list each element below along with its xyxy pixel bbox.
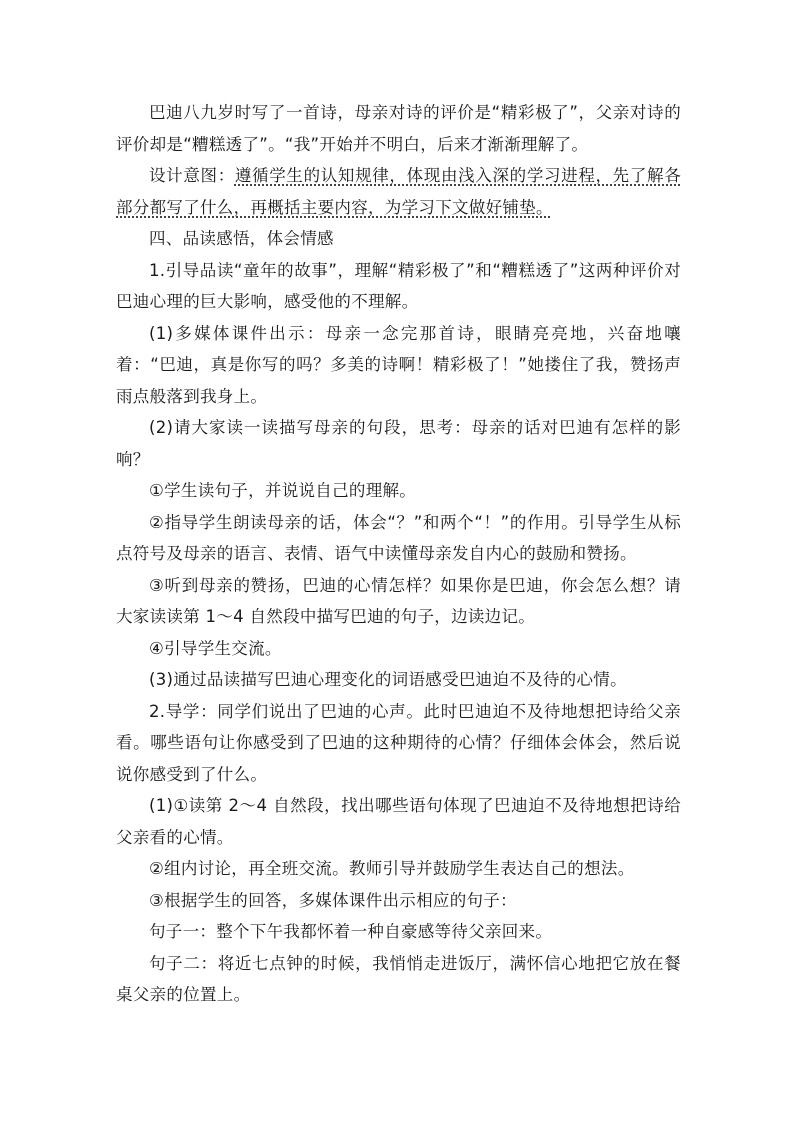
paragraph-step-2-b [116, 853, 681, 885]
paragraph-step-1-3 [116, 664, 681, 696]
paragraph-substep-b [116, 507, 681, 570]
paragraph-step-2 [116, 696, 681, 791]
paragraph-text: ③根据学生的回答，多媒体课件出示相应的句子： [149, 890, 517, 910]
paragraph-step-2-c [116, 885, 681, 917]
sentence-two [116, 948, 681, 1011]
paragraph-text: 2.导学：同学们说出了巴迪的心声。此时巴迪迫不及待地想把诗给父亲看。哪些语句让你感受到了巴迪的这种期待的心情？仔细体会体会，然后说说你感受到了什么。 [116, 701, 681, 784]
paragraph-step-2-1 [116, 790, 681, 853]
paragraph-text: (2)请大家读一读描写母亲的句段，思考：母亲的话对巴迪有怎样的影响？ [116, 418, 681, 469]
paragraph-text: (3)通过品读描写巴迪心理变化的词语感受巴迪迫不及待的心情。 [149, 670, 627, 689]
paragraph-text: 句子一：整个下午我都怀着一种自豪感等待父亲回来。 [149, 922, 553, 941]
paragraph-text: ①学生读句子，并说说自己的理解。 [149, 481, 417, 500]
paragraph-step-1-1 [116, 318, 681, 413]
paragraph-text: 句子二：将近七点钟的时候，我悄悄走进饭厅，满怀信心地把它放在餐桌父亲的位置上。 [116, 953, 681, 1004]
paragraph-substep-a [116, 475, 681, 507]
section-heading-text: 四、品读感悟，体会情感 [149, 229, 334, 248]
design-intent-text: 遵循学生的认知规律，体现由浅入深的学习进程，先了解各部分都写了什么，再概括主要内容，为学习下文做好铺垫。 [116, 166, 681, 217]
paragraph-text: (1)多媒体课件出示：母亲一念完那首诗，眼睛亮亮地，兴奋地嚷着：“巴迪，真是你写的吗？多美的诗啊！精彩极了！”她搂住了我，赞扬声雨点般落到我身上。 [116, 323, 681, 406]
paragraph-substep-c [116, 570, 681, 633]
paragraph-design-intent [116, 160, 681, 223]
paragraph-text: ②组内讨论，再全班交流。教师引导并鼓励学生表达自己的想法。 [149, 859, 635, 878]
paragraph-text: ③听到母亲的赞扬，巴迪的心情怎样？如果你是巴迪，你会怎么想？请大家读读第 1～4 自然段中描写巴迪的句子，边读边记。 [116, 575, 681, 626]
paragraph-text: ④引导学生交流。 [149, 638, 282, 658]
paragraph-step-1-2 [116, 412, 681, 475]
paragraph-substep-d [116, 633, 681, 665]
paragraph-step-1 [116, 255, 681, 318]
sentence-one [116, 916, 681, 948]
paragraph-text: (1)①读第 2～4 自然段，找出哪些语句体现了巴迪迫不及待地想把诗给父亲看的心情。 [116, 796, 681, 847]
paragraph-text: 巴迪八九岁时写了一首诗，母亲对诗的评价是“精彩极了”，父亲对诗的评价却是“糟糕透了”。“我”开始并不明白，后来才渐渐理解了。 [116, 103, 681, 154]
document-body [116, 97, 681, 1011]
paragraph-summary [116, 97, 681, 160]
paragraph-text: 1.引导品读“童年的故事”，理解“精彩极了”和“糟糕透了”这两种评价对巴迪心理的巨大影响，感受他的不理解。 [116, 260, 681, 311]
design-intent-label: 设计意图： [149, 166, 235, 185]
section-heading [116, 223, 681, 255]
paragraph-text: ②指导学生朗读母亲的话，体会“？”和两个“！”的作用。引导学生从标点符号及母亲的语言、表情、语气中读懂母亲发自内心的鼓励和赞扬。 [116, 512, 681, 563]
